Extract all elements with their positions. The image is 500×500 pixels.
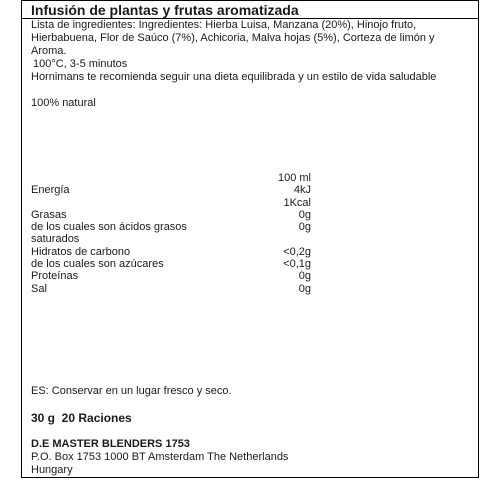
nutrition-column-header: 100 ml	[277, 172, 311, 184]
nutrient-value: 0g	[298, 208, 311, 221]
nutrient-value: 0g	[298, 221, 311, 234]
preparation-text: 100°C, 3-5 minutos	[33, 58, 128, 70]
storage-text: ES: Conservar en un lugar fresco y seco.	[31, 385, 232, 397]
nutrient-value: 4kJ	[293, 184, 311, 197]
nutrient-label	[31, 197, 241, 209]
company-address: P.O. Box 1753 1000 BT Amsterdam The Netherlands	[31, 451, 289, 463]
product-title: Infusión de plantas y frutas aromatizada	[31, 2, 299, 18]
nutrition-header-row	[31, 172, 331, 184]
nutrient-value: 1Kcal	[283, 196, 311, 209]
recommendation-text: Hornimans te recomienda seguir una dieta equilibrada y un estilo de vida saludable	[31, 71, 437, 83]
table-row	[31, 221, 331, 246]
table-row	[31, 246, 331, 258]
nutrition-table	[31, 172, 331, 295]
table-row	[31, 270, 331, 282]
nutrient-value: <0,2g	[283, 245, 311, 258]
nutrient-value: <0,1g	[283, 258, 311, 271]
nutrient-label: Sal	[31, 282, 47, 295]
nutrient-label: de los cuales son azúcares	[31, 258, 164, 271]
natural-text: 100% natural	[31, 97, 96, 109]
table-row	[31, 184, 331, 196]
product-info-sheet	[21, 0, 479, 478]
table-row	[31, 258, 331, 270]
quantity-text: 30 g 20 Raciones	[31, 411, 132, 425]
nutrient-label: Hidratos de carbono	[31, 245, 131, 258]
nutrient-label: de los cuales son ácidos grasos saturados	[31, 221, 187, 246]
company-country: Hungary	[31, 464, 73, 476]
nutrient-label: Grasas	[31, 208, 67, 221]
nutrient-value: 0g	[298, 282, 311, 295]
table-row	[31, 197, 331, 209]
nutrient-label: Energía	[31, 184, 70, 197]
company-name: D.E MASTER BLENDERS 1753	[31, 438, 190, 450]
nutrient-label: Proteínas	[31, 270, 79, 283]
ingredients-text: Lista de ingredientes: Ingredientes: Hierba Luisa, Manzana (20%), Hinojo fruto, Hierbabuena, Flor de Saúco (7%), Achicoria, Malva hojas (5%), Corteza de limón y Aroma.	[31, 19, 435, 57]
nutrient-value: 0g	[298, 270, 311, 283]
table-row	[31, 283, 331, 295]
table-row	[31, 209, 331, 221]
